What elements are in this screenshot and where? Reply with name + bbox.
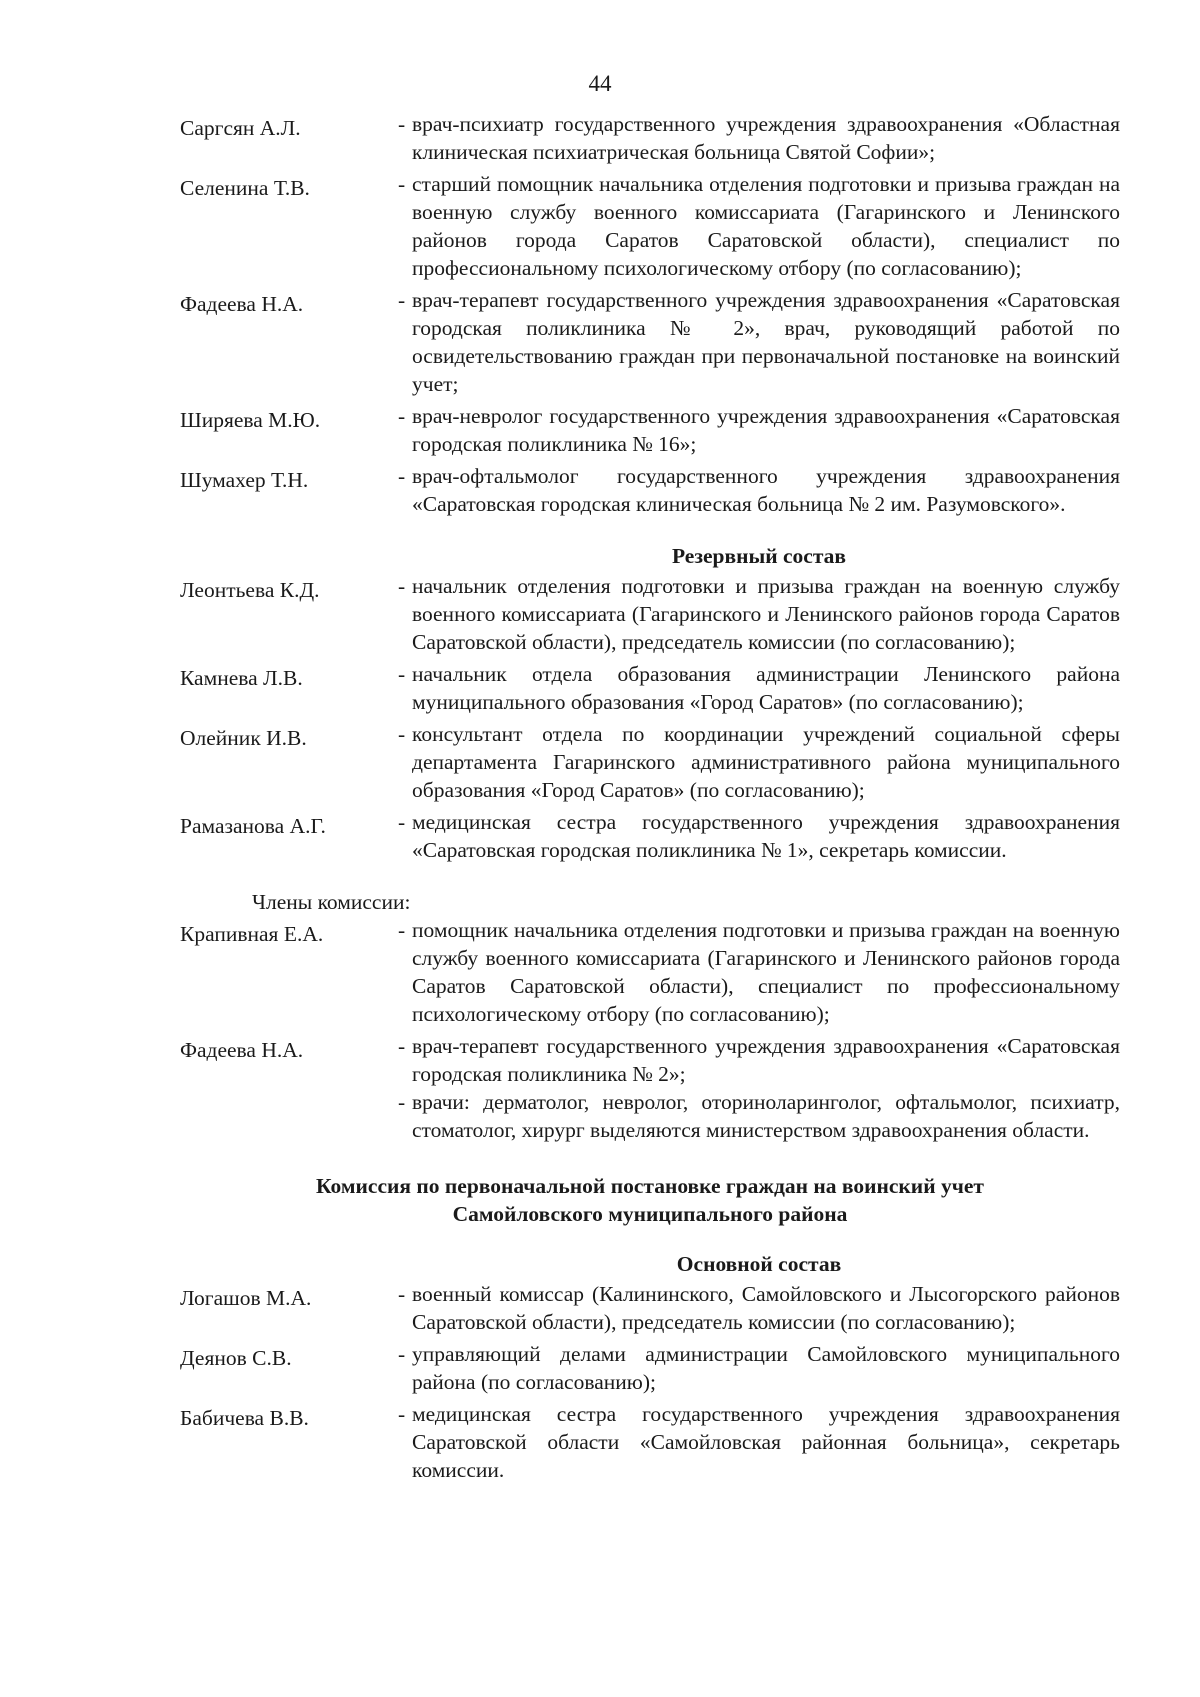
member-description bbox=[398, 1280, 1120, 1336]
description-text: врач-невролог государственного учреждения здравоохранения «Саратовская городская поликлиника № 16»; bbox=[412, 404, 1120, 456]
description-text: начальник отдела образования администрации Ленинского района муниципального образования «Город Саратов» (по согласованию); bbox=[412, 662, 1120, 714]
member-list bbox=[180, 110, 1120, 518]
description-line bbox=[398, 1088, 1120, 1144]
dash-marker: - bbox=[398, 172, 406, 196]
member-entry bbox=[180, 110, 1120, 166]
description-line bbox=[398, 402, 1120, 458]
member-entry bbox=[180, 572, 1120, 656]
description-line bbox=[398, 808, 1120, 864]
description-text: врач-терапевт государственного учреждения здравоохранения «Саратовская городская поликлиника № 2»; bbox=[412, 1034, 1120, 1086]
member-entry bbox=[180, 660, 1120, 716]
description-line bbox=[398, 660, 1120, 716]
member-description bbox=[398, 1400, 1120, 1484]
member-name: Рамазанова А.Г. bbox=[180, 814, 326, 838]
section-heading-reserve: Резервный состав bbox=[671, 544, 847, 568]
member-description bbox=[398, 286, 1120, 398]
commission-title-line-1: Комиссия по первоначальной постановке граждан на воинский учет bbox=[316, 1174, 984, 1198]
description-text: начальник отделения подготовки и призыва граждан на военную службу военного комиссариата (Гагаринского и Ленинского районов города Саратов Саратовской области), председатель комиссии (по согласованию); bbox=[412, 574, 1120, 654]
description-line bbox=[398, 1280, 1120, 1336]
description-text: помощник начальника отделения подготовки и призыва граждан на военную службу военного комиссариата (Гагаринского и Ленинского районов города Саратов Саратовской области), специалист по профессиональному психологическому отбору (по согласованию); bbox=[412, 918, 1120, 1026]
dash-marker: - bbox=[398, 1282, 406, 1306]
description-text: управляющий делами администрации Самойловского муниципального района (по согласованию); bbox=[412, 1342, 1120, 1394]
description-line bbox=[398, 462, 1120, 518]
member-description bbox=[398, 660, 1120, 716]
member-entry bbox=[180, 462, 1120, 518]
dash-marker: - bbox=[398, 574, 406, 598]
dash-marker: - bbox=[398, 810, 406, 834]
description-text: консультант отдела по координации учреждений социальной сферы департамента Гагаринского административного района муниципального образования «Город Саратов» (по согласованию); bbox=[412, 722, 1120, 802]
member-entry bbox=[180, 170, 1120, 282]
dash-marker: - bbox=[398, 404, 406, 428]
member-entry bbox=[180, 1032, 1120, 1144]
member-description bbox=[398, 110, 1120, 166]
member-name: Логашов М.А. bbox=[180, 1286, 312, 1310]
member-description bbox=[398, 808, 1120, 864]
dash-marker: - bbox=[398, 1034, 406, 1058]
description-text: медицинская сестра государственного учреждения здравоохранения «Саратовская городская поликлиника № 1», секретарь комиссии. bbox=[412, 810, 1120, 862]
description-line bbox=[398, 916, 1120, 1028]
member-entry bbox=[180, 1280, 1120, 1336]
member-list bbox=[180, 572, 1120, 864]
member-entry bbox=[180, 402, 1120, 458]
member-entry bbox=[180, 286, 1120, 398]
description-line bbox=[398, 170, 1120, 282]
member-description bbox=[398, 170, 1120, 282]
description-text: врач-терапевт государственного учреждения здравоохранения «Саратовская городская поликлиника № 2», врач, руководящий работой по освидетельствованию граждан при первоначальной постановке на воинский учет; bbox=[412, 288, 1120, 396]
member-entry bbox=[180, 808, 1120, 864]
dash-marker: - bbox=[398, 464, 406, 488]
description-text: врач-психиатр государственного учреждения здравоохранения «Областная клиническая психиатрическая больница Святой Софии»; bbox=[412, 112, 1120, 164]
dash-marker: - bbox=[398, 1342, 406, 1366]
description-text: медицинская сестра государственного учреждения здравоохранения Саратовской области «Самойловская районная больница», секретарь комиссии. bbox=[412, 1402, 1120, 1482]
dash-marker: - bbox=[398, 112, 406, 136]
member-entry bbox=[180, 916, 1120, 1028]
dash-marker: - bbox=[398, 1090, 406, 1114]
member-description bbox=[398, 402, 1120, 458]
member-name: Саргсян А.Л. bbox=[180, 116, 301, 140]
member-name: Леонтьева К.Д. bbox=[180, 578, 320, 602]
description-line bbox=[398, 1340, 1120, 1396]
member-name: Деянов С.В. bbox=[180, 1346, 292, 1370]
dash-marker: - bbox=[398, 288, 406, 312]
member-description bbox=[398, 916, 1120, 1028]
description-line bbox=[398, 572, 1120, 656]
description-line bbox=[398, 720, 1120, 804]
description-text: военный комиссар (Калининского, Самойловского и Лысогорского районов Саратовской области), председатель комиссии (по согласованию); bbox=[412, 1282, 1120, 1334]
member-list bbox=[180, 916, 1120, 1144]
document-body bbox=[180, 110, 1120, 1488]
dash-marker: - bbox=[398, 662, 406, 686]
member-name: Крапивная Е.А. bbox=[180, 922, 324, 946]
dash-marker: - bbox=[398, 918, 406, 942]
description-text: врачи: дерматолог, невролог, оториноларинголог, офтальмолог, психиатр, стоматолог, хирург выделяются министерством здравоохранения области. bbox=[412, 1090, 1120, 1142]
description-line bbox=[398, 286, 1120, 398]
member-list bbox=[180, 1280, 1120, 1484]
member-entry bbox=[180, 1340, 1120, 1396]
section-heading-main: Основной состав bbox=[676, 1252, 842, 1276]
member-description bbox=[398, 1340, 1120, 1396]
member-name: Селенина Т.В. bbox=[180, 176, 310, 200]
member-name: Камнева Л.В. bbox=[180, 666, 303, 690]
dash-marker: - bbox=[398, 722, 406, 746]
member-entry bbox=[180, 1400, 1120, 1484]
member-description bbox=[398, 720, 1120, 804]
members-label: Члены комиссии: bbox=[252, 890, 411, 914]
member-name: Ширяева М.Ю. bbox=[180, 408, 321, 432]
description-line bbox=[398, 1400, 1120, 1484]
commission-title-line-2: Самойловского муниципального района bbox=[452, 1202, 848, 1226]
member-description bbox=[398, 1032, 1120, 1144]
member-name: Бабичева В.В. bbox=[180, 1406, 309, 1430]
page-number: 44 bbox=[588, 71, 612, 96]
member-entry bbox=[180, 720, 1120, 804]
description-text: старший помощник начальника отделения подготовки и призыва граждан на военную службу военного комиссариата (Гагаринского и Ленинского районов города Саратов Саратовской области), специалист по профессиональному психологическому отбору (по согласованию); bbox=[412, 172, 1120, 280]
description-line bbox=[398, 1032, 1120, 1088]
member-name: Олейник И.В. bbox=[180, 726, 307, 750]
member-name: Фадеева Н.А. bbox=[180, 292, 304, 316]
member-description bbox=[398, 462, 1120, 518]
member-description bbox=[398, 572, 1120, 656]
description-line bbox=[398, 110, 1120, 166]
description-text: врач-офтальмолог государственного учреждения здравоохранения «Саратовская городская клиническая больница № 2 им. Разумовского». bbox=[412, 464, 1120, 516]
member-name: Шумахер Т.Н. bbox=[180, 468, 309, 492]
member-name: Фадеева Н.А. bbox=[180, 1038, 304, 1062]
dash-marker: - bbox=[398, 1402, 406, 1426]
